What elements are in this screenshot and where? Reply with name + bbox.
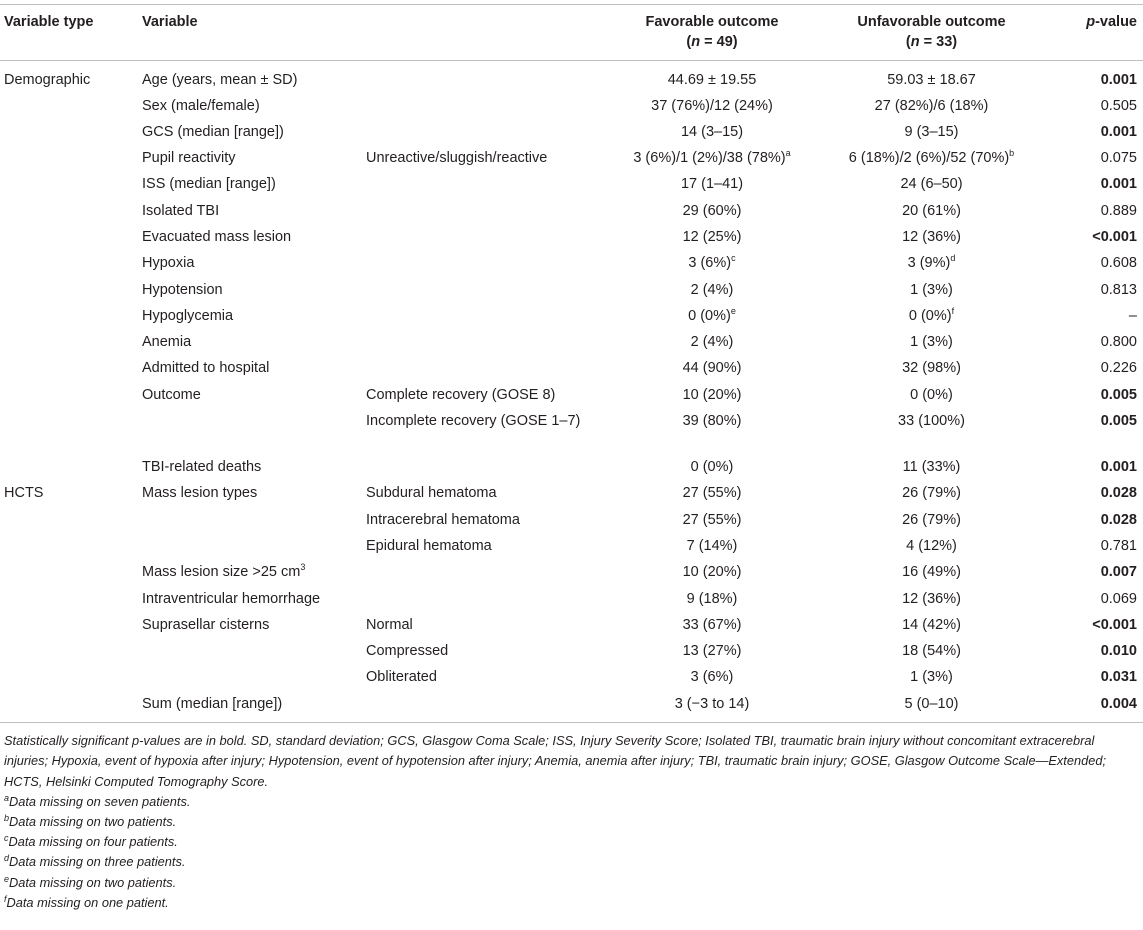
- cell-subvariable: Obliterated: [366, 669, 437, 686]
- cell-variable: GCS (median [range]): [142, 123, 284, 140]
- cell-pvalue: 0.075: [1100, 150, 1137, 167]
- cell-variable: TBI-related deaths: [142, 459, 262, 476]
- cell-subvariable: Incomplete recovery (GOSE 1–7): [366, 413, 581, 430]
- cell-variable: Suprasellar cisterns: [142, 616, 270, 633]
- cell-variable-type: [0, 251, 138, 277]
- cell-variable-type: [0, 383, 138, 409]
- cell-unfavorable: 12 (36%): [902, 228, 961, 245]
- cell-pvalue: 0.005: [1100, 386, 1137, 403]
- cell-subvariable: [362, 199, 602, 225]
- cell-variable-type: [0, 146, 138, 172]
- cell-unfavorable: 11 (33%): [902, 459, 961, 476]
- table-row: [0, 251, 1143, 277]
- cell-favorable: 3 (6%): [690, 669, 734, 686]
- cell-unfavorable: 12 (36%): [902, 590, 961, 607]
- cell-variable: [138, 534, 362, 560]
- table-container: [0, 4, 1143, 913]
- data-table: [0, 4, 1143, 723]
- cell-unfavorable: 3 $(9\%)^d$: [907, 253, 956, 272]
- cell-pvalue: 0.226: [1100, 360, 1137, 377]
- cell-unfavorable: 5 (0–10): [904, 695, 959, 712]
- table-footnotes: [0, 723, 1143, 913]
- cell-unfavorable: 20 (61%): [902, 202, 961, 219]
- header-variable-type: Variable type: [4, 14, 94, 30]
- cell-favorable: 13 (27%): [682, 643, 742, 660]
- footnote-item: $^b$Data missing on two patients.: [4, 813, 177, 830]
- table-row: [0, 356, 1143, 382]
- cell-subvariable: [362, 251, 602, 277]
- cell-subvariable: [362, 560, 602, 586]
- cell-variable: Mass lesion types: [142, 485, 258, 502]
- table-row: [0, 639, 1143, 665]
- footnote-marker: 3: [300, 562, 306, 573]
- cell-favorable: 39 (80%): [682, 413, 742, 430]
- table-row: [0, 172, 1143, 198]
- footnote-list: [4, 792, 1139, 913]
- cell-pvalue: <0.001: [1092, 228, 1137, 245]
- cell-unfavorable: 32 (98%): [902, 360, 961, 377]
- cell-subvariable: Epidural hematoma: [366, 537, 492, 554]
- table-row: [0, 120, 1143, 146]
- footnote-marker: c: [731, 253, 736, 264]
- cell-unfavorable: 14 (42%): [902, 616, 961, 633]
- cell-subvariable: [362, 61, 602, 94]
- cell-favorable: 14 (3–15): [680, 123, 744, 140]
- cell-pvalue: <0.001: [1092, 616, 1137, 633]
- cell-variable-type: [0, 455, 138, 481]
- cell-variable: Sum (median [range]): [142, 695, 283, 712]
- table-row: [0, 409, 1143, 455]
- cell-subvariable: [362, 120, 602, 146]
- table-row: [0, 330, 1143, 356]
- footnote-item: $^e$Data missing on two patients.: [4, 873, 177, 890]
- cell-pvalue: 0.889: [1100, 202, 1137, 219]
- cell-variable-type: Demographic: [4, 72, 91, 88]
- table-header-row: [0, 5, 1143, 61]
- cell-pvalue: 0.031: [1100, 669, 1137, 686]
- cell-variable-type: [0, 356, 138, 382]
- cell-unfavorable: 9 (3–15): [904, 123, 959, 140]
- table-row: [0, 692, 1143, 723]
- cell-favorable: 44 (90%): [682, 360, 742, 377]
- cell-favorable: 29 (60%): [682, 202, 742, 219]
- footnote-marker: b: [1009, 148, 1015, 159]
- cell-subvariable: [362, 278, 602, 304]
- cell-unfavorable: 6 (18%)/2 (6%)/52 $(70\%)^b$: [848, 148, 1015, 167]
- cell-subvariable: [362, 692, 602, 723]
- cell-variable-type: [0, 665, 138, 691]
- cell-subvariable: [362, 356, 602, 382]
- footnote-marker: e: [730, 305, 736, 316]
- cell-variable-type: [0, 225, 138, 251]
- cell-subvariable: Intracerebral hematoma: [366, 511, 520, 528]
- cell-favorable: 12 (25%): [682, 228, 742, 245]
- cell-variable: Admitted to hospital: [142, 360, 270, 377]
- cell-variable: Isolated TBI: [142, 202, 220, 219]
- header-pvalue: p-value: [1086, 14, 1137, 30]
- cell-variable: Hypoxia: [142, 255, 195, 272]
- header-variable: Variable: [142, 14, 198, 30]
- cell-variable-type: [0, 304, 138, 330]
- cell-variable: Intraventricular hemorrhage: [142, 590, 321, 607]
- cell-variable-type: [0, 587, 138, 613]
- cell-variable: [138, 665, 362, 691]
- table-body: [0, 61, 1143, 723]
- footnote-main: Statistically significant p-values are in bold. SD, standard deviation; GCS, Glasgow Coma Scale; ISS, Injury Severity Score; Isolated TBI, traumatic brain injury without concomitant extracerebral injuries; Hypoxia, event of hypoxia after injury; Hypotension, event of hypotension after injury; Anemia, anemia after injury; TBI, traumatic brain injury; GOSE, Glasgow Outcome Scale—Extended; HCTS, Helsinki Computed Tomography Score.: [4, 733, 1107, 789]
- table-row: [0, 665, 1143, 691]
- cell-variable: Hypotension: [142, 281, 223, 298]
- cell-favorable: 17 (1–41): [680, 176, 744, 193]
- footnote-mark: b: [4, 813, 10, 824]
- cell-variable-type: [0, 534, 138, 560]
- cell-pvalue: 0.800: [1100, 334, 1137, 351]
- cell-subvariable: [362, 172, 602, 198]
- cell-variable: [138, 639, 362, 665]
- cell-favorable: 27 (55%): [682, 485, 742, 502]
- cell-favorable: 7 (14%): [686, 537, 738, 554]
- table-row: [0, 304, 1143, 330]
- cell-favorable: 0 (0%): [690, 459, 734, 476]
- cell-pvalue: 0.001: [1100, 123, 1137, 140]
- cell-unfavorable: 33 (100%): [898, 413, 965, 430]
- cell-variable: ISS (median [range]): [142, 176, 276, 193]
- cell-favorable: 33 (67%): [682, 616, 742, 633]
- cell-pvalue: 0.001: [1100, 72, 1137, 88]
- footnote-mark: a: [4, 792, 10, 803]
- cell-subvariable: Subdural hematoma: [366, 485, 497, 502]
- cell-variable-type: [0, 94, 138, 120]
- cell-unfavorable: 26 (79%): [902, 485, 961, 502]
- cell-variable: [138, 508, 362, 534]
- header-subvariable: [362, 5, 602, 61]
- cell-favorable: 3 (−3 to 14): [674, 695, 750, 712]
- cell-variable-type: HCTS: [4, 485, 44, 502]
- cell-unfavorable: 16 (49%): [902, 564, 961, 581]
- footnote-marker: f: [951, 305, 955, 316]
- cell-favorable: 3 $(6\%)^c$: [688, 253, 736, 272]
- table-row: [0, 587, 1143, 613]
- cell-subvariable: [362, 225, 602, 251]
- cell-variable: Evacuated mass lesion: [142, 228, 292, 245]
- footnote-item: $^d$Data missing on three patients.: [4, 853, 186, 870]
- header-favorable: Favorable outcome (n = 49): [645, 14, 779, 50]
- cell-favorable: 27 (55%): [682, 511, 742, 528]
- cell-favorable: 10 (20%): [682, 564, 742, 581]
- cell-pvalue: 0.781: [1100, 537, 1137, 554]
- cell-variable-type: [0, 330, 138, 356]
- cell-unfavorable: 18 (54%): [902, 643, 961, 660]
- cell-pvalue: 0.004: [1100, 695, 1137, 712]
- footnote-mark: f: [4, 893, 7, 904]
- cell-subvariable: Complete recovery (GOSE 8): [366, 386, 556, 403]
- cell-pvalue: 0.010: [1100, 643, 1137, 660]
- footnote-item: $^c$Data missing on four patients.: [4, 833, 178, 850]
- cell-favorable: 44.69 ± 19.55: [667, 72, 757, 88]
- cell-pvalue: 0.028: [1100, 485, 1137, 502]
- cell-variable-type: [0, 172, 138, 198]
- cell-favorable: 9 (18%): [686, 590, 738, 607]
- cell-favorable: 10 (20%): [682, 386, 742, 403]
- cell-pvalue: –: [1128, 307, 1137, 324]
- cell-subvariable: [362, 304, 602, 330]
- table-row: [0, 534, 1143, 560]
- cell-variable-type: [0, 560, 138, 586]
- footnote-marker: d: [950, 253, 956, 264]
- cell-pvalue: 0.007: [1100, 564, 1137, 581]
- cell-unfavorable: 1 (3%): [910, 334, 953, 351]
- cell-variable-type: [0, 639, 138, 665]
- cell-pvalue: 0.001: [1100, 459, 1137, 476]
- table-row: [0, 225, 1143, 251]
- cell-favorable: 2 (4%): [690, 281, 734, 298]
- cell-variable: [138, 409, 362, 455]
- cell-variable: Sex (male/female): [142, 97, 260, 114]
- cell-pvalue: 0.005: [1100, 413, 1137, 430]
- cell-variable-type: [0, 278, 138, 304]
- footnote-mark: c: [4, 833, 9, 844]
- cell-unfavorable: 59.03 ± 18.67: [887, 72, 976, 88]
- cell-variable: Pupil reactivity: [142, 150, 236, 167]
- cell-variable-type: [0, 199, 138, 225]
- cell-pvalue: 0.608: [1100, 255, 1137, 272]
- cell-unfavorable: 4 (12%): [906, 537, 957, 554]
- table-row: [0, 383, 1143, 409]
- table-row: [0, 481, 1143, 507]
- table-row: [0, 560, 1143, 586]
- cell-variable: Mass lesion size >25 $cm^3$: [142, 562, 306, 581]
- cell-unfavorable: 0 (0%): [910, 386, 953, 403]
- cell-variable: Outcome: [142, 386, 201, 403]
- cell-subvariable: [362, 587, 602, 613]
- cell-variable-type: [0, 692, 138, 723]
- footnote-item: $^f$Data missing on one patient.: [4, 893, 169, 910]
- cell-pvalue: 0.001: [1100, 176, 1137, 193]
- cell-unfavorable: 0 $(0\%)^f$: [908, 305, 955, 324]
- table-row: [0, 508, 1143, 534]
- cell-pvalue: 0.069: [1100, 590, 1137, 607]
- cell-unfavorable: 26 (79%): [902, 511, 961, 528]
- cell-variable-type: [0, 613, 138, 639]
- cell-subvariable: Normal: [366, 616, 413, 633]
- table-row: [0, 199, 1143, 225]
- cell-unfavorable: 24 (6–50): [900, 176, 963, 193]
- cell-favorable: 2 (4%): [690, 334, 734, 351]
- cell-variable: Anemia: [142, 334, 192, 351]
- table-row: [0, 278, 1143, 304]
- cell-favorable: 37 (76%)/12 (24%): [651, 97, 773, 114]
- table-row: [0, 146, 1143, 172]
- cell-favorable: 0 $(0\%)^e$: [688, 305, 736, 324]
- cell-subvariable: Compressed: [366, 643, 449, 660]
- footnote-marker: a: [785, 148, 791, 159]
- cell-pvalue: 0.505: [1100, 97, 1137, 114]
- footnote-mark: d: [4, 853, 10, 864]
- cell-variable: Age (years, mean ± SD): [142, 72, 298, 88]
- cell-favorable: 3 (6%)/1 (2%)/38 $(78\%)^a$: [633, 148, 791, 167]
- cell-subvariable: [362, 94, 602, 120]
- cell-pvalue: 0.813: [1100, 281, 1137, 298]
- cell-subvariable: [362, 330, 602, 356]
- cell-subvariable: [362, 455, 602, 481]
- table-row: [0, 613, 1143, 639]
- cell-unfavorable: 1 (3%): [910, 281, 953, 298]
- cell-unfavorable: 1 (3%): [910, 669, 953, 686]
- cell-variable-type: [0, 409, 138, 455]
- cell-variable: Hypoglycemia: [142, 307, 234, 324]
- cell-unfavorable: 27 (82%)/6 (18%): [874, 97, 989, 114]
- footnote-item: $^a$Data missing on seven patients.: [4, 792, 191, 809]
- table-row: [0, 61, 1143, 94]
- footnote-mark: e: [4, 873, 10, 884]
- header-unfavorable: Unfavorable outcome (n = 33): [857, 14, 1006, 50]
- cell-subvariable: Unreactive/sluggish/reactive: [366, 150, 548, 167]
- cell-variable-type: [0, 508, 138, 534]
- table-row: [0, 94, 1143, 120]
- cell-variable-type: [0, 120, 138, 146]
- table-row: [0, 455, 1143, 481]
- cell-pvalue: 0.028: [1100, 511, 1137, 528]
